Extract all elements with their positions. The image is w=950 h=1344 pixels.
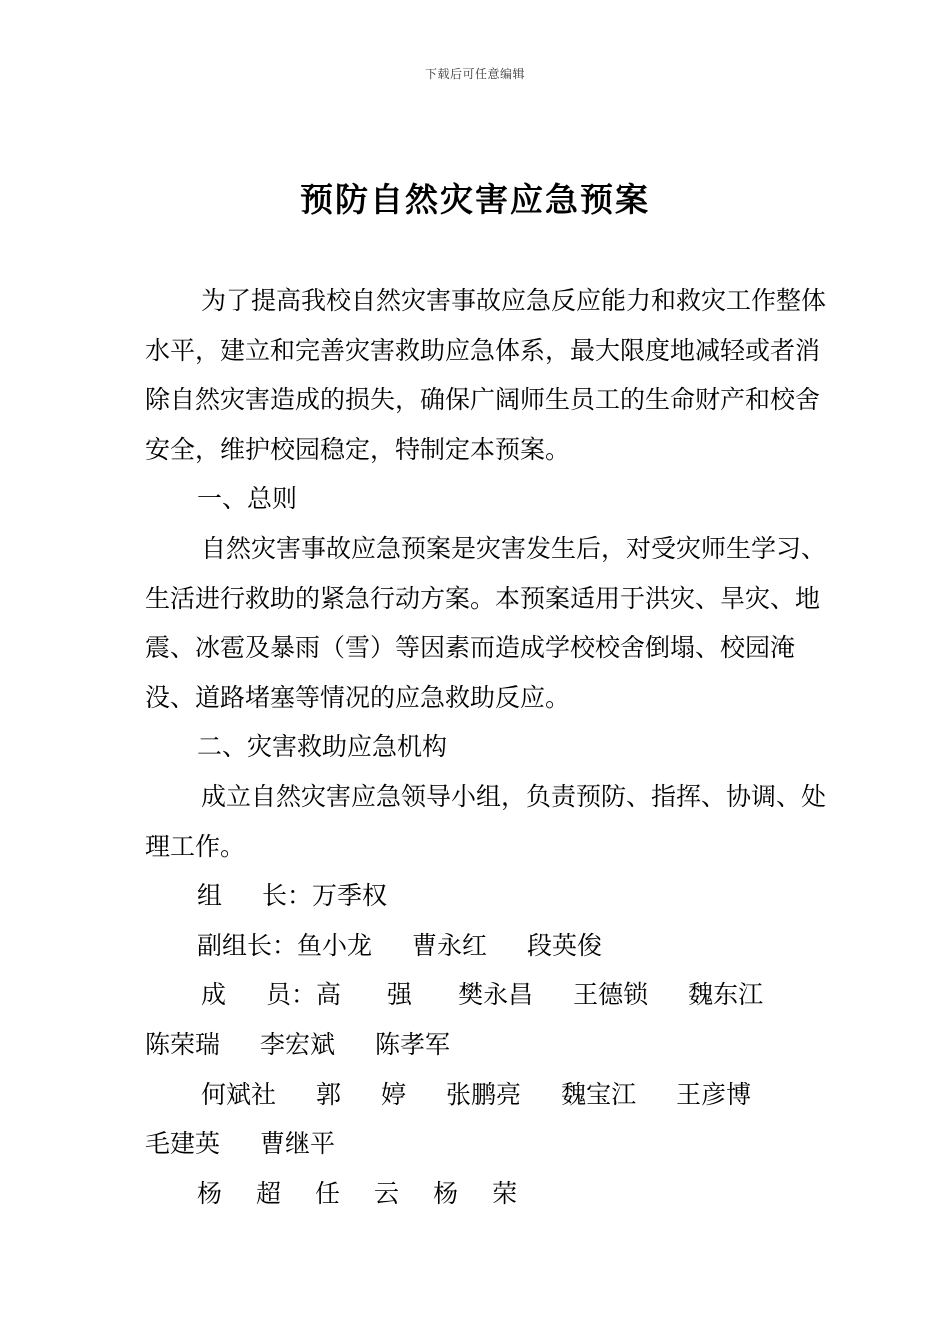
member-name: 魏东江: [688, 980, 764, 1010]
members-line-2: [145, 1020, 835, 1070]
member-name: 杨: [433, 1178, 459, 1208]
member-name: 王彦博: [676, 1079, 752, 1109]
deputy-name: 曹永红: [412, 930, 488, 960]
leader-label-b: 长：: [262, 881, 313, 911]
members-line-5: [145, 1169, 835, 1219]
member-name: 毛建英: [145, 1129, 221, 1159]
member-name: 杨: [197, 1178, 223, 1208]
members-line-4: [145, 1119, 835, 1169]
header-note: 下载后可任意编辑: [424, 67, 525, 81]
section-heading-organization: 二、灾害救助应急机构: [197, 732, 448, 762]
member-name: 陈荣瑞: [145, 1029, 221, 1059]
member-name: 婷: [381, 1079, 407, 1109]
members-line-1: [145, 970, 835, 1020]
general-paragraph: 自然灾害事故应急预案是灾害发生后，对受灾师生学习、生活进行救助的紧急行动方案。本预案适用于洪灾、旱灾、地震、冰雹及暴雨（雪）等因素而造成学校校舍倒塌、校园淹没、道路堵塞等情况的应急救助反应。: [145, 533, 827, 712]
member-name: 任: [315, 1178, 341, 1208]
member-name: 高: [316, 980, 342, 1010]
member-name: 曹继平: [260, 1129, 336, 1159]
member-name: 魏宝江: [561, 1079, 637, 1109]
members-label-b: 员：: [266, 980, 317, 1010]
member-name: 樊永昌: [458, 980, 534, 1010]
members-line-3: [145, 1070, 835, 1120]
organization-paragraph: 成立自然灾害应急领导小组，负责预防、指挥、协调、处理工作。: [145, 781, 827, 861]
intro-paragraph: 为了提高我校自然灾害事故应急反应能力和救灾工作整体水平，建立和完善灾害救助应急体系，最大限度地减轻或者消除自然灾害造成的损失，确保广阔师生员工的生命财产和校舍安全，维护校园稳定，特制定本预案。: [145, 286, 827, 464]
member-name: 超: [256, 1178, 282, 1208]
member-name: 荣: [492, 1178, 518, 1208]
deputy-line: [145, 921, 835, 971]
member-name: 郭: [316, 1079, 342, 1109]
document-body: [145, 276, 835, 1218]
document-title: 预防自然灾害应急预案: [300, 180, 650, 219]
leader-name: 万季权: [312, 881, 388, 911]
deputy-label: 副组长：: [197, 930, 298, 960]
member-name: 王德锁: [573, 980, 649, 1010]
member-name: 陈孝军: [375, 1029, 451, 1059]
members-label-a: 成: [201, 980, 227, 1010]
member-name: 张鹏亮: [446, 1079, 522, 1109]
member-name: 强: [387, 980, 413, 1010]
deputy-name: 段英俊: [527, 930, 603, 960]
member-name: 何斌社: [201, 1079, 277, 1109]
section-heading-general: 一、总则: [197, 484, 298, 514]
deputy-name: 鱼小龙: [297, 930, 373, 960]
leader-label-a: 组: [197, 881, 223, 911]
leader-line: [145, 871, 835, 921]
member-name: 云: [374, 1178, 400, 1208]
member-name: 李宏斌: [260, 1029, 336, 1059]
